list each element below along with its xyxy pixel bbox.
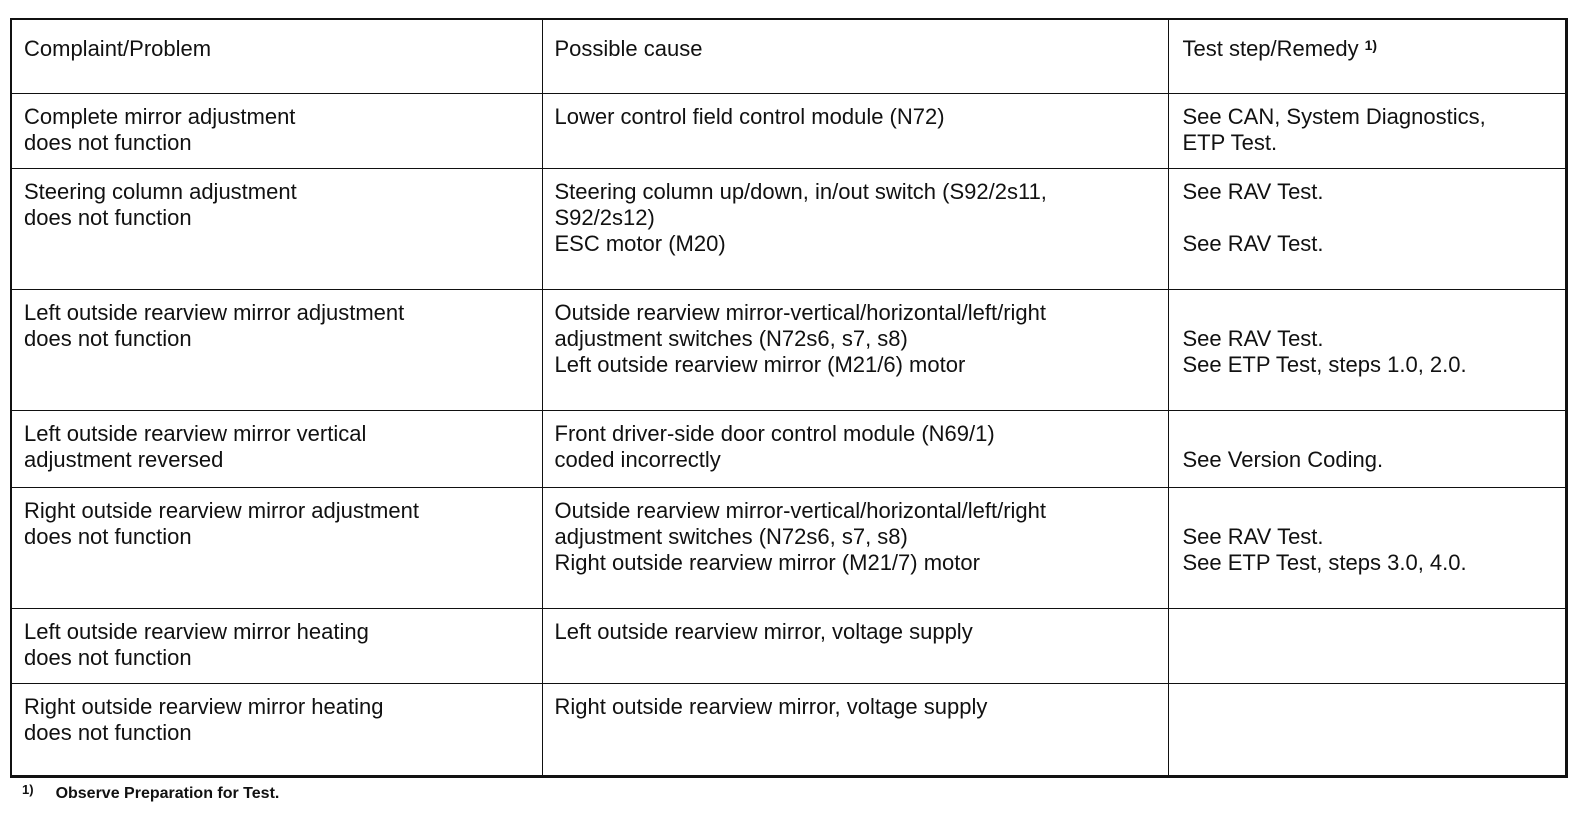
complaint-cell [12,410,542,487]
cell-line: Right outside rearview mirror adjustment [24,498,419,524]
complaint-cell [12,93,542,168]
cell-line: coded incorrectly [554,446,721,472]
cell-line: See CAN, System Diagnostics, [1182,103,1486,129]
table-row [12,289,1565,410]
cell-line: does not function [24,325,192,351]
cause-cell [542,488,1168,609]
remedy-cell [1168,488,1565,609]
cell-line: ETP Test. [1182,129,1278,155]
cell-line: Right outside rearview mirror (M21/7) motor [554,550,980,576]
cell-line: See ETP Test, steps 1.0, 2.0. [1182,351,1467,377]
troubleshooting-table-frame [10,18,1568,778]
cell-line: See ETP Test, steps 3.0, 4.0. [1182,550,1467,576]
cell-line: does not function [24,204,192,230]
header-possible-cause: Possible cause [542,20,1168,93]
remedy-cell [1168,410,1565,487]
cell-line: See Version Coding. [1182,446,1384,472]
complaint-cell [12,488,542,609]
cell-line: Right outside rearview mirror heating [24,693,384,719]
remedy-cell [1168,168,1565,289]
table-row [12,93,1565,168]
cell-line: ESC motor (M20) [554,230,726,256]
cell-line: See RAV Test. [1182,230,1324,256]
table-body [12,93,1565,775]
cause-cell [542,289,1168,410]
footnote-text: Observe Preparation for Test. [55,785,280,802]
footnote [22,780,279,804]
cell-line: See RAV Test. [1182,178,1324,204]
cell-line: adjustment switches (N72s6, s7, s8) [554,524,908,550]
cell-line: does not function [24,645,192,671]
cell-line [1183,205,1560,231]
footnote-mark: 1) [22,782,34,797]
cause-cell [542,93,1168,168]
cell-line: adjustment reversed [24,446,224,472]
troubleshooting-table [12,20,1565,775]
header-footnote-ref: 1) [1364,37,1378,53]
cell-line: See RAV Test. [1182,325,1324,351]
cell-line: Steering column up/down, in/out switch (S92/2s11, [554,178,1047,204]
table-row [12,488,1565,609]
cell-line: Outside rearview mirror-vertical/horizontal/left/right [554,498,1046,524]
cell-line: Lower control field control module (N72) [554,103,945,129]
complaint-cell [12,289,542,410]
cell-line: Left outside rearview mirror vertical [24,420,367,446]
header-complaint-problem: Complaint/Problem [12,20,542,93]
cell-line [1183,421,1560,447]
cell-line: does not function [24,129,192,155]
cell-line: adjustment switches (N72s6, s7, s8) [554,325,908,351]
remedy-cell [1168,93,1565,168]
table-row [12,609,1565,683]
cell-line [1183,498,1560,524]
cell-line: Front driver-side door control module (N69/1) [554,420,995,446]
cell-line [1183,300,1560,326]
remedy-cell [1168,683,1565,775]
remedy-cell [1168,609,1565,683]
cell-line: Complete mirror adjustment [24,103,296,129]
cell-line: does not function [24,719,192,745]
complaint-cell [12,683,542,775]
cell-line: S92/2s12) [554,204,655,230]
table-row [12,168,1565,289]
cause-cell [542,609,1168,683]
cause-cell [542,410,1168,487]
header-row [12,20,1565,93]
table-row [12,410,1565,487]
cause-cell [542,168,1168,289]
cell-line: Left outside rearview mirror, voltage supply [554,619,973,645]
cell-line: Left outside rearview mirror (M21/6) motor [554,351,966,377]
cell-line: Steering column adjustment [24,178,297,204]
header-test-step-remedy [1168,20,1565,93]
cause-cell [542,683,1168,775]
complaint-cell [12,609,542,683]
cell-line: does not function [24,524,192,550]
header-remedy-label: Test step/Remedy [1182,36,1359,61]
cell-line: Left outside rearview mirror heating [24,619,369,645]
table-row [12,683,1565,775]
cell-line: See RAV Test. [1182,524,1324,550]
complaint-cell [12,168,542,289]
cell-line: Outside rearview mirror-vertical/horizontal/left/right [554,299,1046,325]
cell-line: Right outside rearview mirror, voltage supply [554,693,988,719]
cell-line: Left outside rearview mirror adjustment [24,299,405,325]
remedy-cell [1168,289,1565,410]
